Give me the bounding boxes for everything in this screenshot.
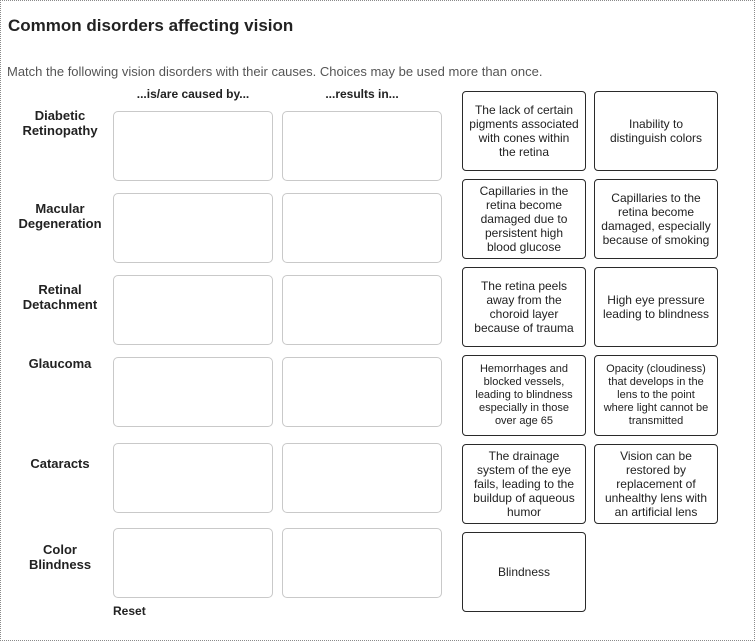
choice-card[interactable]: Inability to distinguish colors [594,91,718,171]
page-title: Common disorders affecting vision [8,16,294,35]
row-label-color-blindness [6,542,114,572]
choice-card[interactable]: Hemorrhages and blocked vessels, leading to blindness especially in those over age 65 [462,355,586,436]
drop-zone-retinal-detachment-result[interactable] [282,275,442,345]
row-label-line: Diabetic [34,108,86,123]
drop-zone-cataracts-result[interactable] [282,443,442,513]
row-label-line: Detachment [22,297,98,312]
row-label-line: Blindness [28,557,92,572]
drop-zone-diabetic-retinopathy-cause[interactable] [113,111,273,181]
row-label-diabetic-retinopathy [6,108,114,138]
choice-card[interactable]: Capillaries in the retina become damaged due to persistent high blood glucose [462,179,586,259]
reset-button[interactable]: Reset [113,604,146,618]
instructions: Match the following vision disorders with their causes. Choices may be used more than once. [7,64,543,79]
drop-zone-glaucoma-result[interactable] [282,357,442,427]
row-label-macular-degeneration [6,201,114,231]
choice-card[interactable]: The lack of certain pigments associated with cones within the retina [462,91,586,171]
drop-zone-cataracts-cause[interactable] [113,443,273,513]
row-label-retinal-detachment [6,282,114,312]
column-header-caused-by: ...is/are caused by... [136,87,250,101]
column-header-results-in: ...results in... [325,87,399,101]
choice-card[interactable]: Opacity (cloudiness) that develops in the lens to the point where light cannot be transmitted [594,355,718,436]
drop-zone-macular-degeneration-cause[interactable] [113,193,273,263]
drop-zone-diabetic-retinopathy-result[interactable] [282,111,442,181]
choice-card[interactable]: Blindness [462,532,586,612]
choice-card[interactable]: The retina peels away from the choroid layer because of trauma [462,267,586,347]
drop-zone-color-blindness-result[interactable] [282,528,442,598]
row-label-line: Macular [35,201,85,216]
choice-card[interactable]: Capillaries to the retina become damaged, especially because of smoking [594,179,718,259]
choice-card[interactable]: High eye pressure leading to blindness [594,267,718,347]
row-label-line: Retinal [38,282,82,297]
choice-card[interactable]: Vision can be restored by replacement of unhealthy lens with an artificial lens [594,444,718,524]
drop-zone-macular-degeneration-result[interactable] [282,193,442,263]
row-label-cataracts [6,456,114,471]
drop-zone-color-blindness-cause[interactable] [113,528,273,598]
drop-zone-retinal-detachment-cause[interactable] [113,275,273,345]
row-label-line: Retinopathy [22,123,98,138]
row-label-line: Cataracts [30,456,90,471]
choice-card[interactable]: The drainage system of the eye fails, leading to the buildup of aqueous humor [462,444,586,524]
row-label-line: Degeneration [18,216,102,231]
drop-zone-glaucoma-cause[interactable] [113,357,273,427]
row-label-line: Color [43,542,77,557]
row-label-glaucoma [6,356,114,371]
row-label-line: Glaucoma [28,356,92,371]
